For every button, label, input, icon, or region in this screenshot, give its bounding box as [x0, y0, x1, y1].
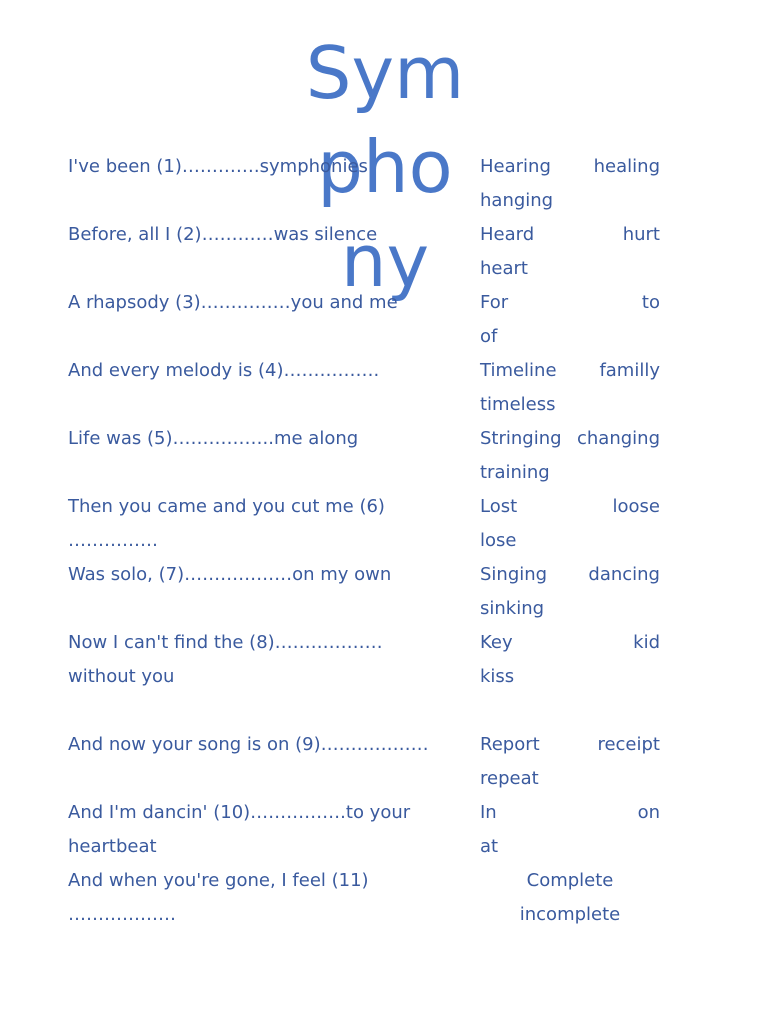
- option-word: kid: [633, 632, 660, 653]
- answer-options: [480, 728, 660, 796]
- option-word: lose: [480, 530, 517, 551]
- option-word: on: [637, 802, 660, 823]
- option-word: Report: [480, 734, 540, 755]
- question-line: without you: [68, 666, 175, 687]
- question-row: [68, 150, 688, 218]
- question-line: And I'm dancin' (10)…………….to your: [68, 802, 411, 823]
- question-line: [68, 694, 480, 728]
- question-line: A rhapsody (3)……………you and me: [68, 292, 398, 313]
- option-word: kiss: [480, 666, 515, 687]
- answer-options: [480, 422, 660, 490]
- question-line: Life was (5)……………..me along: [68, 428, 359, 449]
- question-row: [68, 490, 688, 558]
- option-word: In: [480, 802, 497, 823]
- question-text: [68, 286, 480, 354]
- option-word: dancing: [588, 564, 660, 585]
- question-text: [68, 150, 480, 218]
- question-row: [68, 728, 688, 796]
- question-row: [68, 422, 688, 490]
- question-row: [68, 286, 688, 354]
- answer-options: [480, 286, 660, 354]
- question-row: [68, 864, 688, 932]
- option-word: Stringing: [480, 428, 562, 449]
- option-word: sinking: [480, 598, 545, 619]
- option-word: healing: [593, 156, 660, 177]
- question-text: [68, 728, 480, 796]
- option-word: incomplete: [519, 904, 621, 925]
- option-word: Hearing: [480, 156, 551, 177]
- answer-options: [480, 796, 660, 864]
- question-line: Now I can't find the (8)………………: [68, 632, 383, 653]
- question-line: And now your song is on (9)………………: [68, 734, 429, 755]
- question-row: [68, 796, 688, 864]
- question-row: [68, 626, 688, 728]
- option-word: hanging: [480, 190, 554, 211]
- option-word: Complete: [526, 870, 614, 891]
- question-text: [68, 490, 480, 558]
- question-text: [68, 218, 480, 286]
- question-row: [68, 354, 688, 422]
- question-line: Was solo, (7)………………on my own: [68, 564, 392, 585]
- question-line: And when you're gone, I feel (11): [68, 870, 369, 891]
- answer-options: [480, 558, 660, 626]
- answer-options: [480, 864, 660, 932]
- option-word: Timeline: [480, 360, 557, 381]
- question-line: Then you came and you cut me (6): [68, 496, 385, 517]
- option-word: Lost: [480, 496, 518, 517]
- question-text: [68, 422, 480, 490]
- option-word: to: [641, 292, 660, 313]
- option-word: familly: [599, 360, 660, 381]
- option-word: receipt: [597, 734, 660, 755]
- option-word: For: [480, 292, 509, 313]
- option-word: changing: [576, 428, 660, 449]
- question-line: Before, all I (2)…………was silence: [68, 224, 378, 245]
- option-word: hurt: [622, 224, 660, 245]
- answer-options: [480, 354, 660, 422]
- question-text: [68, 864, 480, 932]
- page-title: Symphony: [305, 31, 465, 303]
- question-row: [68, 558, 688, 626]
- option-word: repeat: [480, 768, 539, 789]
- question-text: [68, 354, 480, 422]
- answer-options: [480, 490, 660, 558]
- answer-options: [480, 218, 660, 286]
- question-line: I've been (1)………….symphonies: [68, 156, 368, 177]
- option-word: Heard: [480, 224, 535, 245]
- question-line: ……………: [68, 530, 158, 551]
- worksheet-table: [68, 150, 688, 932]
- question-row: [68, 218, 688, 286]
- answer-options: [480, 626, 660, 728]
- question-text: [68, 626, 480, 728]
- option-word: Key: [480, 632, 513, 653]
- question-line: And every melody is (4)…………….: [68, 360, 380, 381]
- option-word: heart: [480, 258, 528, 279]
- question-text: [68, 796, 480, 864]
- question-line: ………………: [68, 904, 176, 925]
- option-word: Singing: [480, 564, 548, 585]
- option-word: timeless: [480, 394, 556, 415]
- answer-options: [480, 150, 660, 218]
- question-text: [68, 558, 480, 626]
- question-line: heartbeat: [68, 836, 157, 857]
- option-word: loose: [612, 496, 660, 517]
- option-word: at: [480, 836, 499, 857]
- option-word: of: [480, 326, 498, 347]
- option-word: training: [480, 462, 550, 483]
